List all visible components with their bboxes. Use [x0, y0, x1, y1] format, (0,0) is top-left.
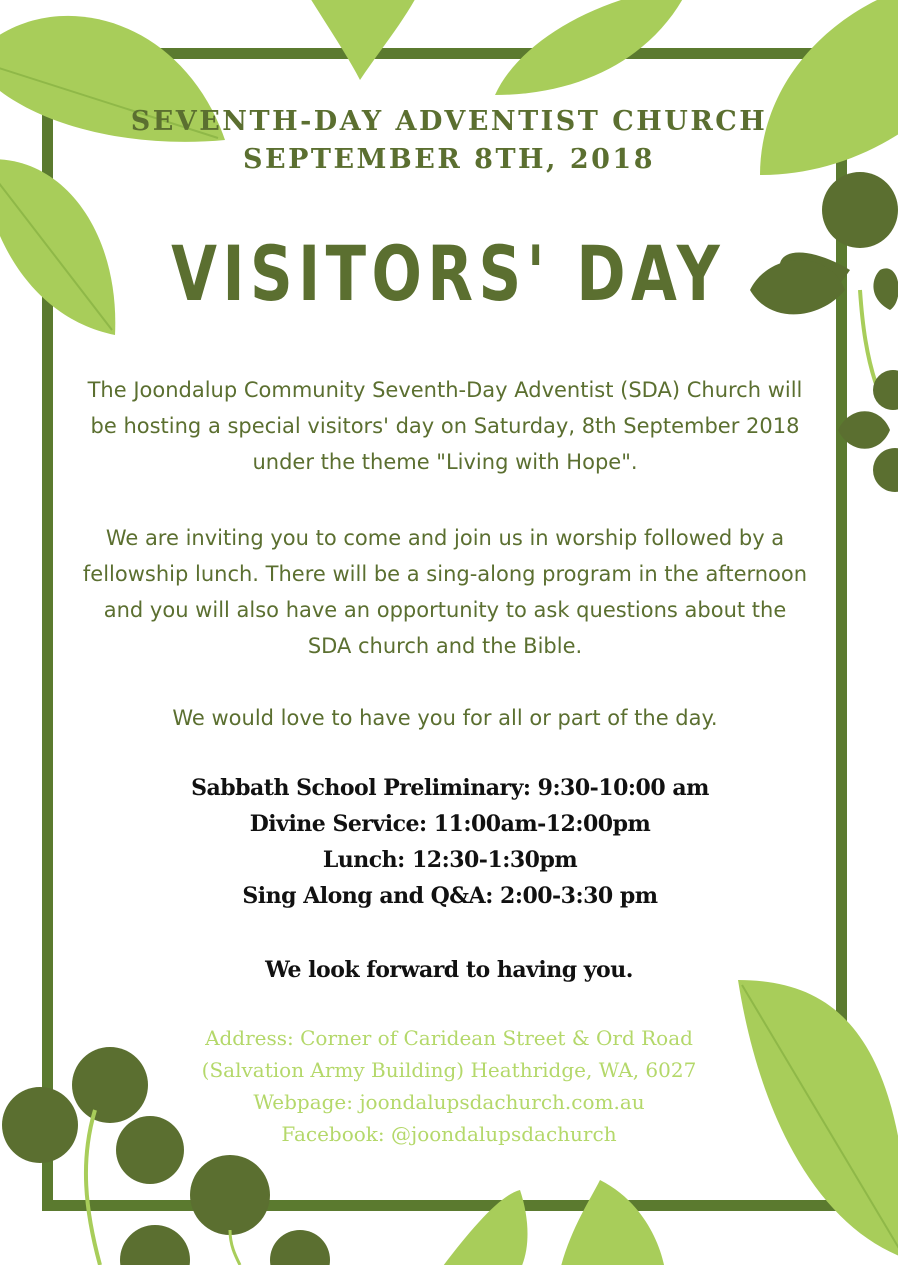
schedule-item: Sabbath School Preliminary: 9:30-10:00 am — [191, 775, 709, 801]
leaf-top-right-center-icon — [495, 0, 690, 95]
dark-leaf-bottom-left-4-icon — [190, 1155, 270, 1235]
invitation-paragraph: We are inviting you to come and join us in worship followed by a fellowship lunch. There will be a sing-along program in the afternoon and you will also have an opportunity to ask questions about the SDA church and the Bible. — [82, 526, 808, 658]
leaf-bottom-center-2-icon — [560, 1180, 665, 1265]
dark-leaf-right-6-icon — [873, 448, 898, 492]
welcome-paragraph: We would love to have you for all or part of the day. — [172, 706, 718, 730]
schedule-item: Sing Along and Q&A: 2:00-3:30 pm — [242, 883, 658, 909]
dark-leaf-bottom-left-6-icon — [270, 1230, 330, 1265]
dark-leaf-right-4-icon — [873, 370, 898, 410]
schedule-item: Lunch: 12:30-1:30pm — [322, 847, 578, 873]
page-title: VISITORS' DAY — [171, 229, 726, 318]
dark-leaf-bottom-left-5-icon — [120, 1225, 190, 1265]
facebook-line: Facebook: @joondalupsdachurch — [281, 1122, 617, 1146]
event-date: SEPTEMBER 8TH, 2018 — [242, 144, 655, 175]
leaf-bottom-center-icon — [440, 1190, 528, 1265]
dark-leaf-right-1-icon — [822, 172, 898, 248]
dark-leaf-right-3-icon — [873, 268, 898, 310]
closing-line: We look forward to having you. — [265, 957, 633, 983]
church-name: SEVENTH-DAY ADVENTIST CHURCH — [130, 106, 768, 137]
dark-leaf-right-5-icon — [838, 411, 890, 449]
leaf-top-center-icon — [305, 0, 420, 80]
address-line-2: (Salvation Army Building) Heathridge, WA, 6027 — [201, 1058, 697, 1082]
schedule-item: Divine Service: 11:00am-12:00pm — [249, 811, 651, 837]
address-line-1: Address: Corner of Caridean Street & Ord Road — [205, 1026, 693, 1050]
webpage-line: Webpage: joondalupsdachurch.com.au — [253, 1090, 645, 1114]
intro-paragraph: The Joondalup Community Seventh-Day Adventist (SDA) Church will be hosting a special visitors' day on Saturday, 8th September 2018 under the theme "Living with Hope". — [87, 378, 803, 474]
